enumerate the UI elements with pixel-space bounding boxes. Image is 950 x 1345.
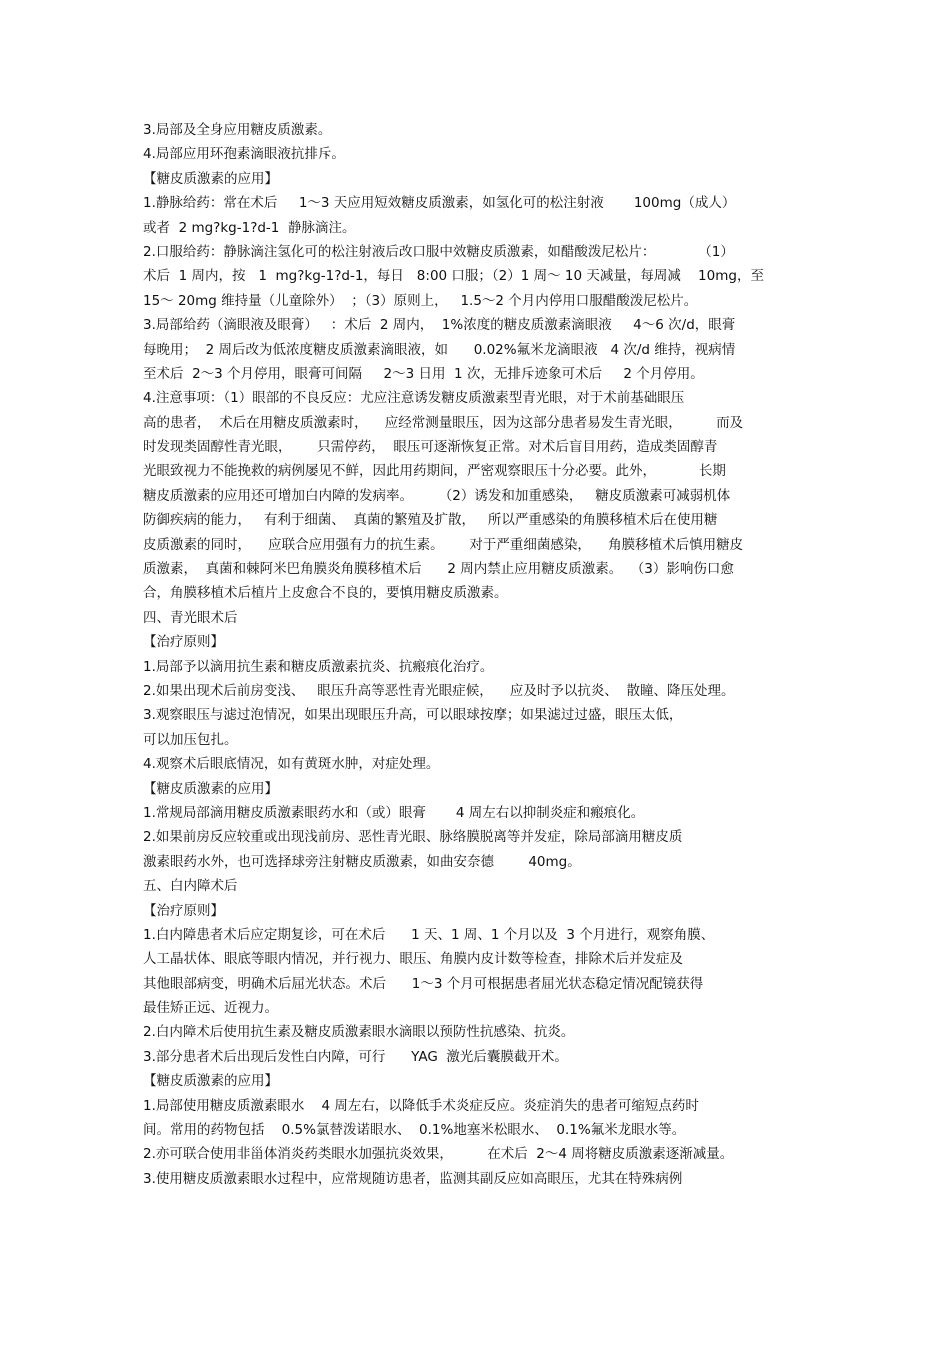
section-heading: 【糖皮质激素的应用】 — [143, 170, 278, 187]
text-line: 皮质激素的同时， 应联合应用强有力的抗生素。 对于严重细菌感染， 角膜移植术后慎用糖皮 — [143, 536, 744, 553]
section-heading: 【治疗原则】 — [143, 634, 224, 651]
text-line: 每晚用； 2 周后改为低浓度糖皮质激素滴眼液，如 0.02%氟米龙滴眼液 4 次/d 维持，视病情 — [143, 341, 736, 358]
section-heading: 【糖皮质激素的应用】 — [143, 1073, 278, 1090]
text-line: 糖皮质激素的应用还可增加白内障的发病率。 （2）诱发和加重感染， 糖皮质激素可减弱机体 — [143, 487, 731, 504]
text-line: 1.白内障患者术后应定期复诊，可在术后 1 天、1 周、1 个月以及 3 个月进行，观察角膜、 — [143, 926, 715, 943]
text-line: 激素眼药水外，也可选择球旁注射糖皮质激素，如曲安奈德 40mg。 — [143, 853, 581, 870]
text-line: 2.白内障术后使用抗生素及糖皮质激素眼水滴眼以预防性抗感染、抗炎。 — [143, 1024, 575, 1041]
text-line: 最佳矫正远、近视力。 — [143, 1000, 278, 1017]
text-line: 2.口服给药：静脉滴注氢化可的松注射液后改口服中效糖皮质激素，如醋酸泼尼松片： （1） — [143, 243, 734, 260]
text-line: 3.部分患者术后出现后发性白内障，可行 YAG 激光后囊膜截开术。 — [143, 1048, 568, 1065]
text-line: 2.亦可联合使用非甾体消炎药类眼水加强抗炎效果， 在术后 2～4 周将糖皮质激素逐渐减量。 — [143, 1146, 734, 1163]
chapter-heading: 五、白内障术后 — [143, 878, 238, 895]
text-line: 3.局部给药（滴眼液及眼膏） ：术后 2 周内， 1%浓度的糖皮质激素滴眼液 4～6 次/d，眼膏 — [143, 317, 736, 334]
text-line: 高的患者， 术后在用糖皮质激素时， 应经常测量眼压，因为这部分患者易发生青光眼， 而及 — [143, 414, 744, 431]
text-line: 质激素， 真菌和棘阿米巴角膜炎角膜移植术后 2 周内禁止应用糖皮质激素。 （3）影响伤口愈 — [143, 561, 734, 578]
text-line: 2.如果前房反应较重或出现浅前房、恶性青光眼、脉络膜脱离等并发症，除局部滴用糖皮质 — [143, 829, 683, 846]
text-line: 可以加压包扎。 — [143, 731, 238, 748]
text-line: 1.局部予以滴用抗生素和糖皮质激素抗炎、抗瘢痕化治疗。 — [143, 658, 494, 675]
text-line: 光眼致视力不能挽救的病例屡见不鲜，因此用药期间，严密观察眼压十分必要。此外， 长期 — [143, 463, 726, 480]
text-line: 合，角膜移植术后植片上皮愈合不良的，要慎用糖皮质激素。 — [143, 585, 508, 602]
text-line: 间。常用的药物包括 0.5%氯替泼诺眼水、 0.1%地塞米松眼水、 0.1%氟米龙眼水等。 — [143, 1122, 686, 1139]
document-page — [143, 118, 808, 1191]
text-line: 时发现类固醇性青光眼， 只需停药， 眼压可逐渐恢复正常。对术后盲目用药，造成类固醇青 — [143, 439, 718, 456]
text-line: 4.局部应用环孢素滴眼液抗排斥。 — [143, 146, 345, 163]
text-line: 术后 1 周内，按 1 mg?kg-1?d-1，每日 8:00 口服；（2）1 周～ 10 天减量，每周减 10mg，至 — [143, 268, 764, 285]
text-line: 1.局部使用糖皮质激素眼水 4 周左右，以降低手术炎症反应。炎症消失的患者可缩短点药时 — [143, 1097, 699, 1114]
text-line: 人工晶状体、眼底等眼内情况，并行视力、眼压、角膜内皮计数等检查，排除术后并发症及 — [143, 951, 683, 968]
text-line: 4.观察术后眼底情况，如有黄斑水肿，对症处理。 — [143, 756, 440, 773]
text-line: 1.静脉给药：常在术后 1～3 天应用短效糖皮质激素，如氢化可的松注射液 100mg（成人） — [143, 195, 736, 212]
chapter-heading: 四、青光眼术后 — [143, 609, 238, 626]
section-heading: 【糖皮质激素的应用】 — [143, 780, 278, 797]
text-line: 15～ 20mg 维持量（儿童除外） ；（3）原则上， 1.5～2 个月内停用口服醋酸泼尼松片。 — [143, 292, 698, 309]
text-line: 4.注意事项：（1）眼部的不良反应：尤应注意诱发糖皮质激素型青光眼，对于术前基础眼压 — [143, 390, 685, 407]
text-line: 2.如果出现术后前房变浅、 眼压升高等恶性青光眼症候， 应及时予以抗炎、 散瞳、降压处理。 — [143, 682, 735, 699]
text-line: 或者 2 mg?kg-1?d-1 静脉滴注。 — [143, 219, 356, 236]
text-line: 3.使用糖皮质激素眼水过程中，应常规随访患者，监测其副反应如高眼压，尤其在特殊病例 — [143, 1170, 683, 1187]
text-line: 1.常规局部滴用糖皮质激素眼药水和（或）眼膏 4 周左右以抑制炎症和瘢痕化。 — [143, 804, 645, 821]
section-heading: 【治疗原则】 — [143, 902, 224, 919]
text-line: 3.局部及全身应用糖皮质激素。 — [143, 122, 332, 138]
text-line: 防御疾病的能力， 有利于细菌、 真菌的繁殖及扩散， 所以严重感染的角膜移植术后在使用糖 — [143, 512, 718, 529]
text-line: 其他眼部病变，明确术后屈光状态。术后 1～3 个月可根据患者屈光状态稳定情况配镜获得 — [143, 975, 704, 992]
text-line: 至术后 2～3 个月停用，眼膏可间隔 2～3 日用 1 次，无排斥迹象可术后 2 个月停用。 — [143, 365, 704, 382]
text-line: 3.观察眼压与滤过泡情况，如果出现眼压升高，可以眼球按摩；如果滤过过盛，眼压太低， — [143, 707, 683, 724]
